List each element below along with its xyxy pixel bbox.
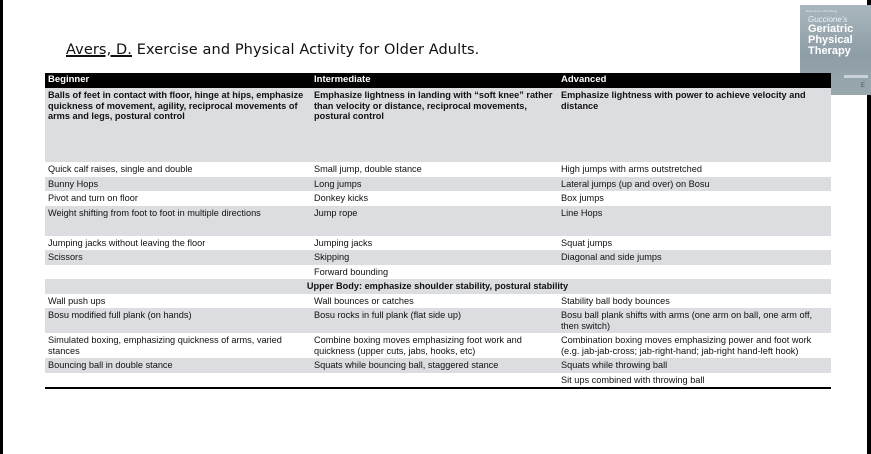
table-cell: Combine boxing moves emphasizing foot work and quickness (upper cuts, jabs, hooks, etc) (314, 335, 522, 356)
header-advanced: Advanced (561, 74, 607, 86)
book-cover-edition-bar (844, 75, 868, 78)
table-cell: Wall push ups (48, 295, 106, 306)
table-cell: Squats while throwing ball (561, 360, 668, 370)
table-cell: Forward bounding (314, 266, 389, 277)
table-row (45, 191, 831, 206)
table-intro-row (45, 88, 831, 162)
table-cell: Long jumps (314, 178, 362, 189)
table-cell: Jumping jacks without leaving the floor (48, 237, 206, 248)
table-cell: Emphasize lightness with power to achieve velocity and distance (561, 90, 806, 111)
table-cell: Box jumps (561, 193, 604, 203)
table-row (45, 236, 831, 251)
table-cell: Emphasize lightness in landing with “soft knee” rather than velocity or distance, reciprocal movements, postural control (314, 90, 553, 121)
table-cell: Scissors (48, 252, 83, 262)
table-cell: Diagonal and side jumps (561, 252, 662, 262)
citation-author: Avers, D. (66, 42, 132, 58)
table-cell: Weight shifting from foot to foot in multiple directions (48, 207, 261, 218)
table-cell: Simulated boxing, emphasizing quickness of arms, varied stances (48, 335, 282, 356)
citation-book-title: Exercise and Physical Activity for Older Adults. (131, 42, 480, 58)
table-cell (45, 373, 311, 389)
table-cell: Wall bounces or catches (314, 295, 414, 306)
citation-title (66, 42, 479, 58)
table-cell: Jumping jacks (314, 237, 373, 248)
table-cell: Donkey kicks (314, 193, 369, 203)
table-cell: Squat jumps (561, 237, 613, 248)
table-cell: Pivot and turn on floor (48, 193, 138, 203)
table-cell: Quick calf raises, single and double (48, 164, 193, 174)
book-cover-authors: Dale Avers • Rita Wong (806, 9, 838, 13)
book-cover-title-line1: Guccione's (808, 15, 848, 24)
table-row (45, 162, 831, 177)
slide (3, 0, 867, 454)
book-cover-title-line3: Physical (808, 34, 853, 46)
table-cell: Balls of feet in contact with floor, hinge at hips, emphasize quickness of movement, agility, reciprocal movements of arms and legs, postural control (48, 90, 304, 121)
table-cell: High jumps with arms outstretched (561, 164, 702, 174)
table-cell: Combination boxing moves emphasizing power and foot work (e.g. jab-jab-cross; jab-right-hand; jab-right hand-left hook) (561, 335, 812, 356)
table-cell: Jump rope (314, 207, 358, 218)
section-label-upper-body: Upper Body: emphasize shoulder stability, postural stability (45, 279, 831, 294)
header-intermediate: Intermediate (314, 74, 371, 86)
table-cell (311, 373, 558, 389)
table-cell: Bouncing ball in double stance (48, 360, 173, 370)
table-row (45, 265, 831, 280)
table-cell: Stability ball body bounces (561, 295, 670, 306)
table-section-row (45, 279, 831, 294)
table-cell: Skipping (314, 252, 350, 262)
table-row (45, 294, 831, 309)
table-header-row (45, 73, 831, 88)
table-cell: Bunny Hops (48, 178, 99, 189)
book-cover-publisher-mark: E (860, 83, 865, 89)
exercise-progression-table (45, 73, 831, 389)
table-row (45, 308, 831, 333)
table-cell: Small jump, double stance (314, 164, 422, 174)
table-cell: Bosu ball plank shifts with arms (one arm on ball, one arm off, then switch) (561, 310, 813, 331)
table-cell: Bosu modified full plank (on hands) (48, 310, 192, 320)
header-beginner: Beginner (48, 74, 90, 86)
table-cell: Squats while bouncing ball, staggered stance (314, 360, 499, 370)
table-cell: Lateral jumps (up and over) on Bosu (561, 178, 710, 189)
table-row (45, 333, 831, 358)
table-row (45, 250, 831, 265)
book-cover-title-line4: Therapy (808, 45, 851, 57)
table-row (45, 373, 831, 389)
book-cover-title-line2: Geriatric (808, 23, 854, 35)
table-row (45, 358, 831, 373)
table-cell: Bosu rocks in full plank (flat side up) (314, 310, 462, 320)
table-cell (45, 265, 311, 280)
table-cell (558, 265, 831, 280)
table-row (45, 206, 831, 236)
table-cell: Sit ups combined with throwing ball (558, 373, 831, 389)
table-row (45, 177, 831, 192)
table-cell: Line Hops (561, 207, 603, 218)
